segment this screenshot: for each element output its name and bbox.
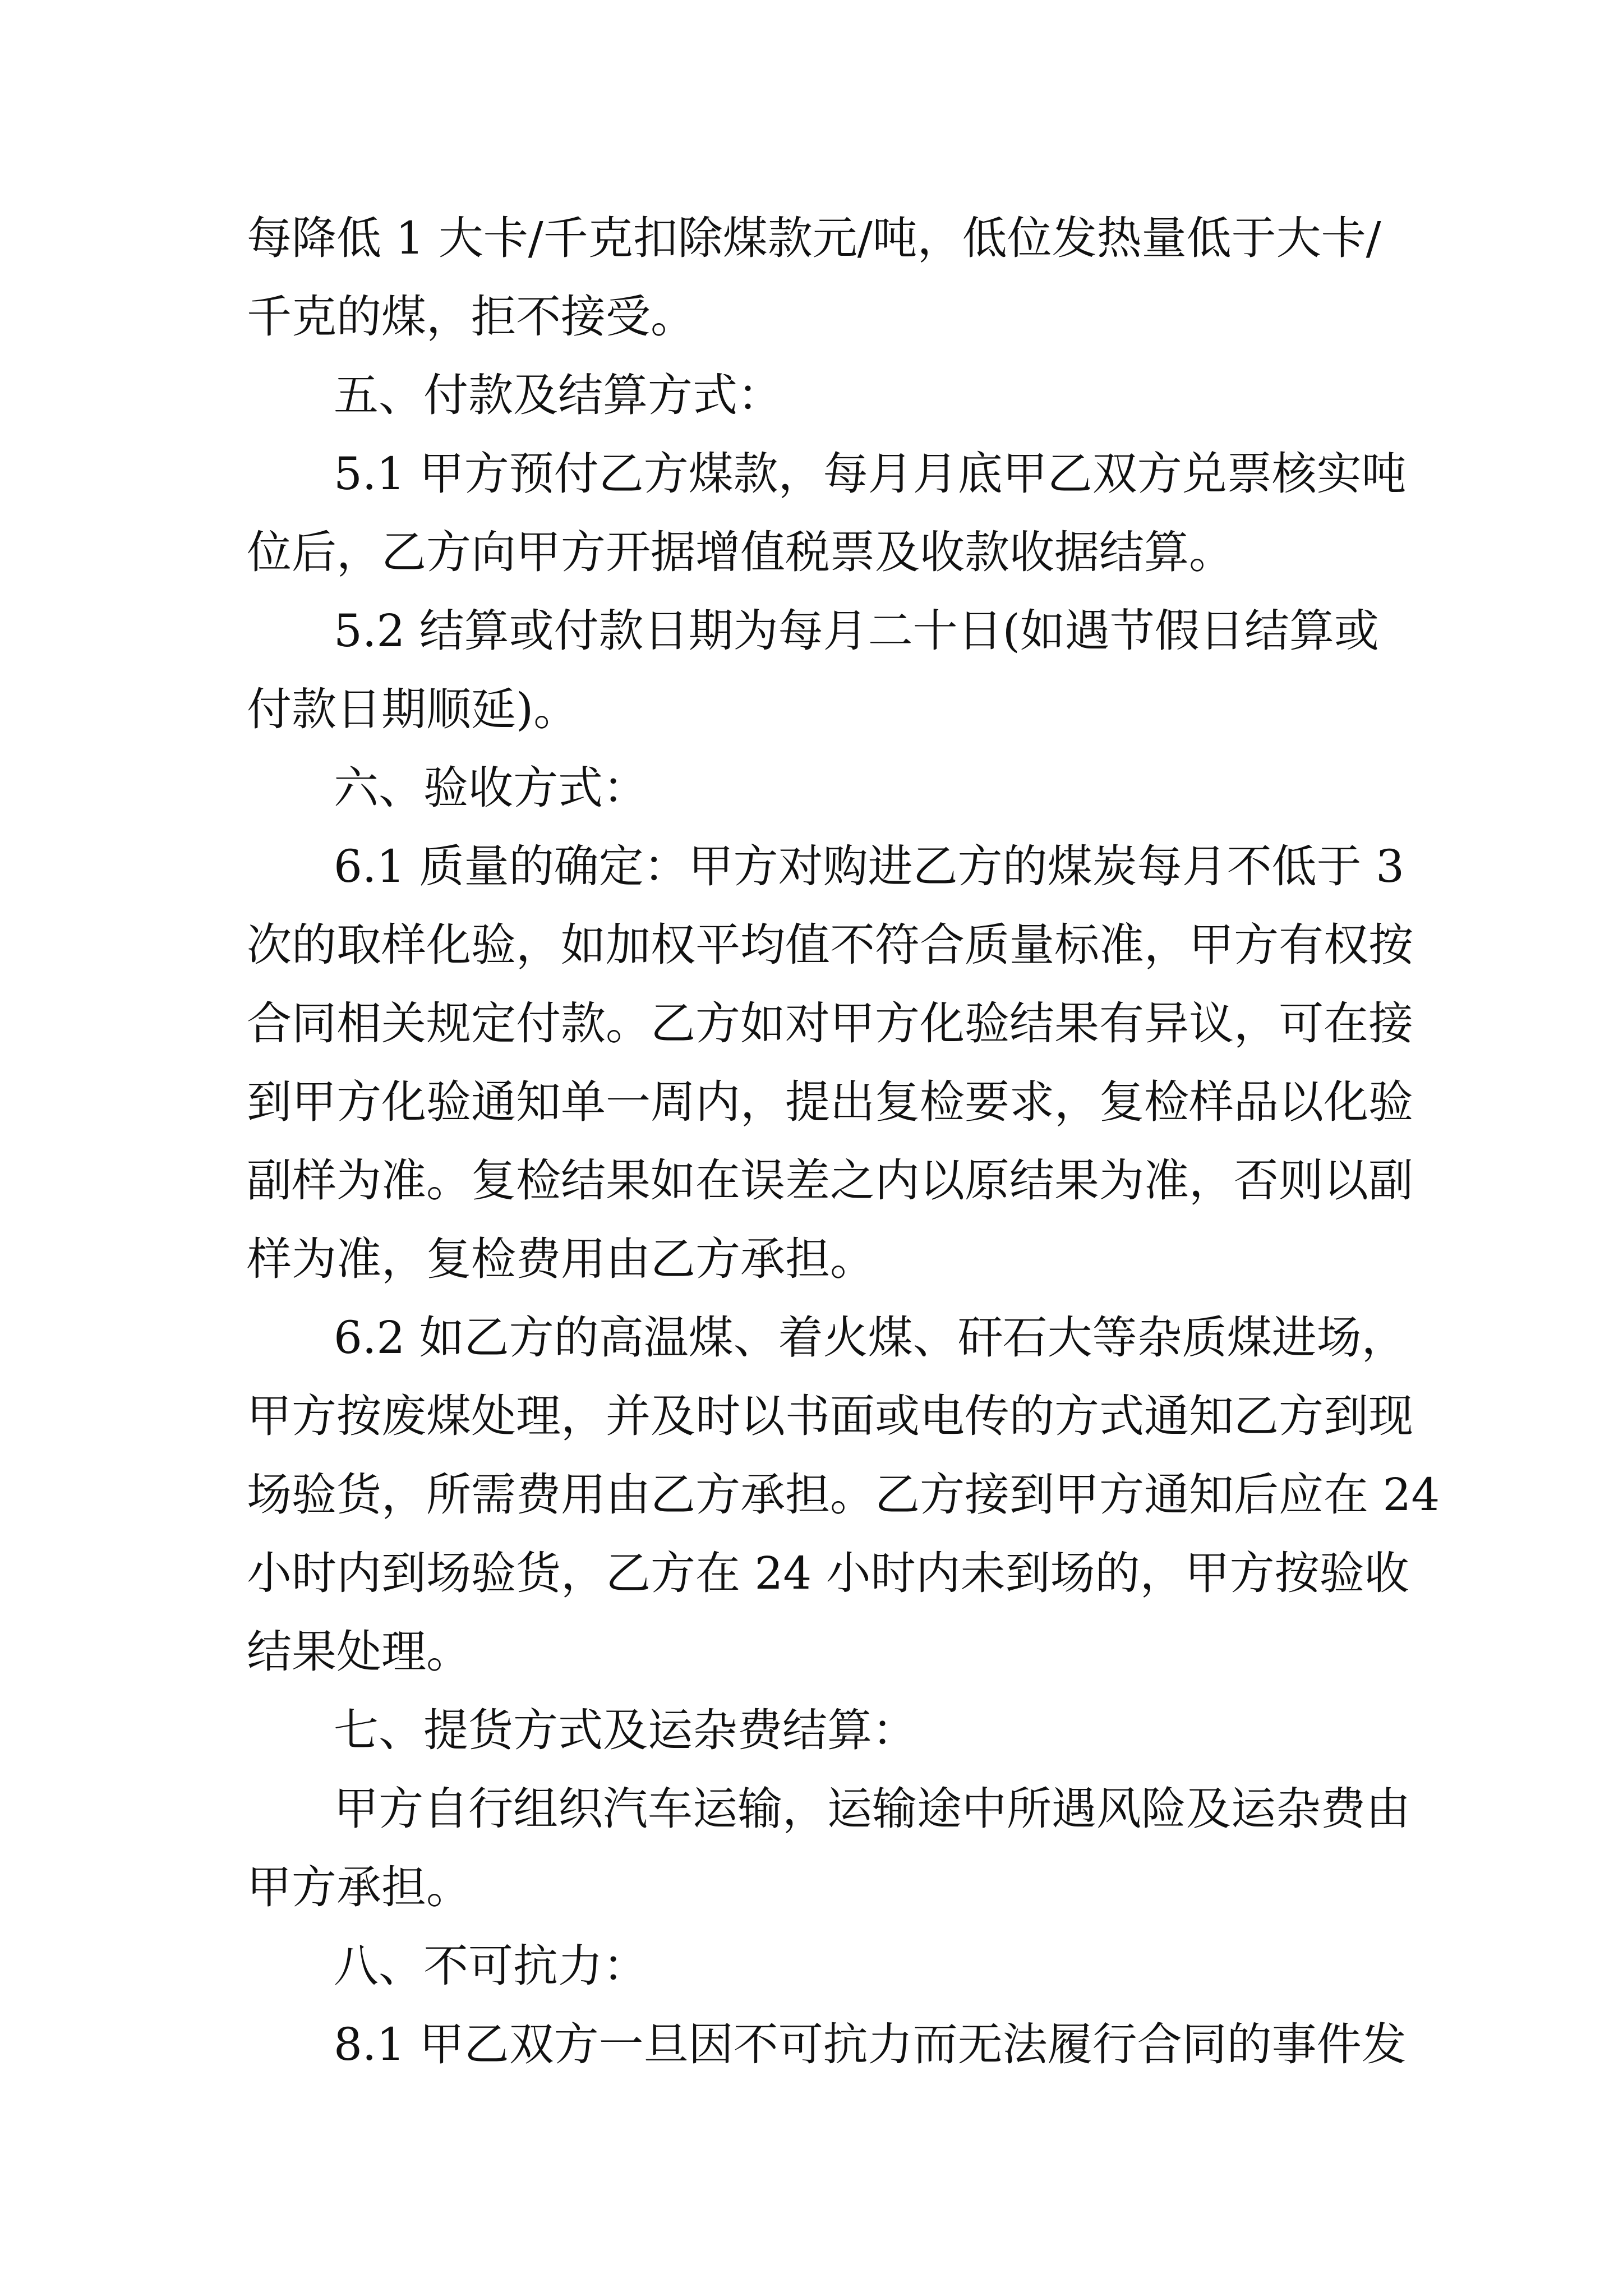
text-line: 位后，乙方向甲方开据增值税票及收款收据结算。 xyxy=(247,526,1234,578)
text-line: 每降低 1 大卡/千克扣除煤款元/吨，低位发热量低于大卡/ xyxy=(247,212,1381,264)
text-line: 场验货，所需费用由乙方承担。乙方接到甲方通知后应在 24 xyxy=(247,1469,1440,1521)
section-heading: 七、提货方式及运杂费结算： xyxy=(334,1704,917,1756)
text-line: 副样为准。复检结果如在误差之内以原结果为准，否则以副 xyxy=(247,1154,1413,1207)
section-heading: 六、验收方式： xyxy=(334,762,648,814)
text-line: 8.1 甲乙双方一旦因不可抗力而无法履行合同的事件发 xyxy=(334,2018,1407,2070)
text-line: 5.2 结算或付款日期为每月二十日(如遇节假日结算或 xyxy=(334,605,1379,657)
text-line: 甲方按废煤处理，并及时以书面或电传的方式通知乙方到现 xyxy=(247,1390,1413,1442)
text-line: 次的取样化验，如加权平均值不符合质量标准，甲方有权按 xyxy=(247,919,1413,971)
text-line: 到甲方化验通知单一周内，提出复检要求，复检样品以化验 xyxy=(247,1076,1413,1128)
text-line: 样为准，复检费用由乙方承担。 xyxy=(247,1233,875,1285)
section-heading: 八、不可抗力： xyxy=(334,1940,648,1992)
text-line: 千克的煤，拒不接受。 xyxy=(247,291,695,343)
text-line: 甲方自行组织汽车运输，运输途中所遇风险及运杂费由 xyxy=(334,1783,1410,1835)
text-line: 6.1 质量的确定：甲方对购进乙方的煤炭每月不低于 3 xyxy=(334,840,1404,892)
text-line: 付款日期顺延)。 xyxy=(247,683,579,735)
text-line: 小时内到场验货，乙方在 24 小时内未到场的，甲方按验收 xyxy=(247,1547,1409,1599)
text-line: 6.2 如乙方的高温煤、着火煤、矸石大等杂质煤进场， xyxy=(334,1312,1407,1364)
text-line: 甲方承担。 xyxy=(247,1861,471,1913)
section-heading: 五、付款及结算方式： xyxy=(334,369,782,421)
text-line: 结果处理。 xyxy=(247,1626,471,1678)
text-line: 合同相关规定付款。乙方如对甲方化验结果有异议，可在接 xyxy=(247,997,1413,1050)
text-line: 5.1 甲方预付乙方煤款，每月月底甲乙双方兑票核实吨 xyxy=(334,448,1407,500)
